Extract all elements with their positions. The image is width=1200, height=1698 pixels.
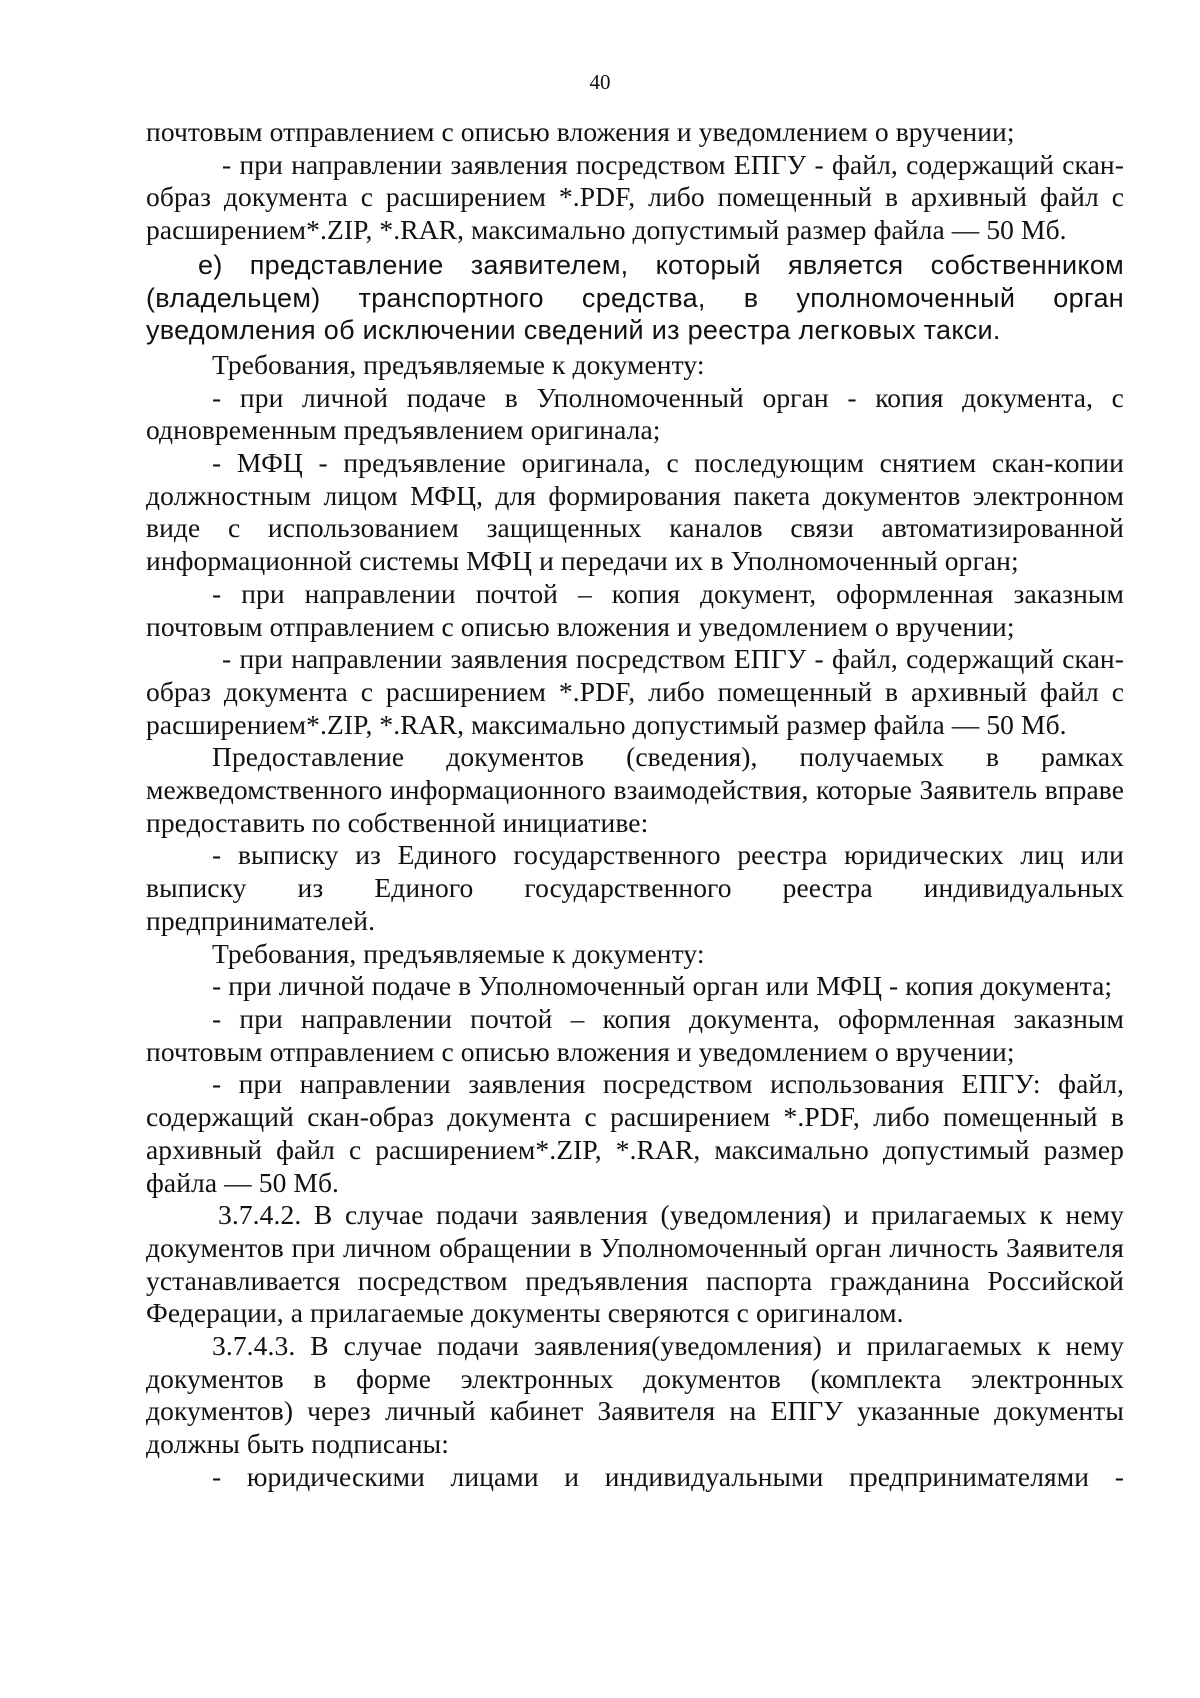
paragraph-registry-extract: - выписку из Единого государственного реестра юридических лиц или выписку из Единого государственного реестра индивидуальных предпринимателей. — [146, 839, 1124, 936]
document-body — [146, 116, 1124, 1494]
paragraph-epgu-file: - при направлении заявления посредством ЕПГУ - файл, содержащий скан-образ документа с расширением *.PDF, либо помещенный в архивный файл с расширением*.ZIP, *.RAR, максимально допустимый размер файла — 50 Мб. — [146, 148, 1124, 246]
paragraph-requirements-heading-2: Требования, предъявляемые к документу: — [212, 937, 705, 969]
paragraph-legal-entities: - юридическими лицами и индивидуальными предпринимателями - — [212, 1460, 1124, 1492]
paragraph-interagency: Предоставление документов (сведения), получаемых в рамках межведомственного информационного взаимодействия, которые Заявитель вправе предоставить по собственной инициативе: — [146, 741, 1124, 838]
paragraph-item-e: е) представление заявителем, который является собственником (владельцем) транспортного средства, в уполномоченный орган уведомления об исключении сведений из реестра легковых такси. — [146, 249, 1124, 346]
paragraph-requirements-heading: Требования, предъявляемые к документу: — [212, 348, 705, 380]
paragraph-personal-submission: - при личной подаче в Уполномоченный орган - копия документа, с одновременным предъявлением оригинала; — [146, 381, 1124, 446]
paragraph-3-7-4-2: 3.7.4.2. В случае подачи заявления (уведомления) и прилагаемых к нему документов при личном обращении в Уполномоченный орган личность Заявителя устанавливается посредством предъявления паспорта гражданина Российской Федерации, а прилагаемые документы сверяются с оригиналом. — [146, 1199, 1124, 1329]
paragraph-epgu-file-2: - при направлении заявления посредством ЕПГУ - файл, содержащий скан-образ документа с расширением *.PDF, либо помещенный в архивный файл с расширением*.ZIP, *.RAR, максимально допустимый размер файла — 50 Мб. — [146, 643, 1124, 740]
paragraph-personal-or-mfc: - при личной подаче в Уполномоченный орган или МФЦ - копия документа; — [212, 970, 1113, 1002]
paragraph-3-7-4-3: 3.7.4.3. В случае подачи заявления(уведомления) и прилагаемых к нему документов в форме электронных документов (комплекта электронных документов) через личный кабинет Заявителя на ЕПГУ указанные документы должны быть подписаны: — [146, 1330, 1124, 1460]
paragraph-mail-2: - при направлении почтой – копия документа, оформленная заказным почтовым отправлением с описью вложения и уведомлением о вручении; — [146, 1002, 1124, 1067]
paragraph-epgu-usage: - при направлении заявления посредством использования ЕПГУ: файл, содержащий скан-образ документа с расширением *.PDF, либо помещенный в архивный файл с расширением*.ZIP, *.RAR, максимально допустимый размер файла — 50 Мб. — [146, 1068, 1124, 1198]
paragraph-continuation: почтовым отправлением с описью вложения и уведомлением о вручении; — [146, 116, 1015, 147]
paragraph-mail: - при направлении почтой – копия документ, оформленная заказным почтовым отправлением с описью вложения и уведомлением о вручении; — [146, 577, 1124, 642]
page-number: 40 — [589, 70, 611, 94]
paragraph-mfc: - МФЦ - предъявление оригинала, с последующим снятием скан-копии должностным лицом МФЦ, для формирования пакета документов электронном виде с использованием защищенных каналов связи автоматизированной информационной системы МФЦ и передачи их в Уполномоченный орган; — [146, 447, 1124, 577]
